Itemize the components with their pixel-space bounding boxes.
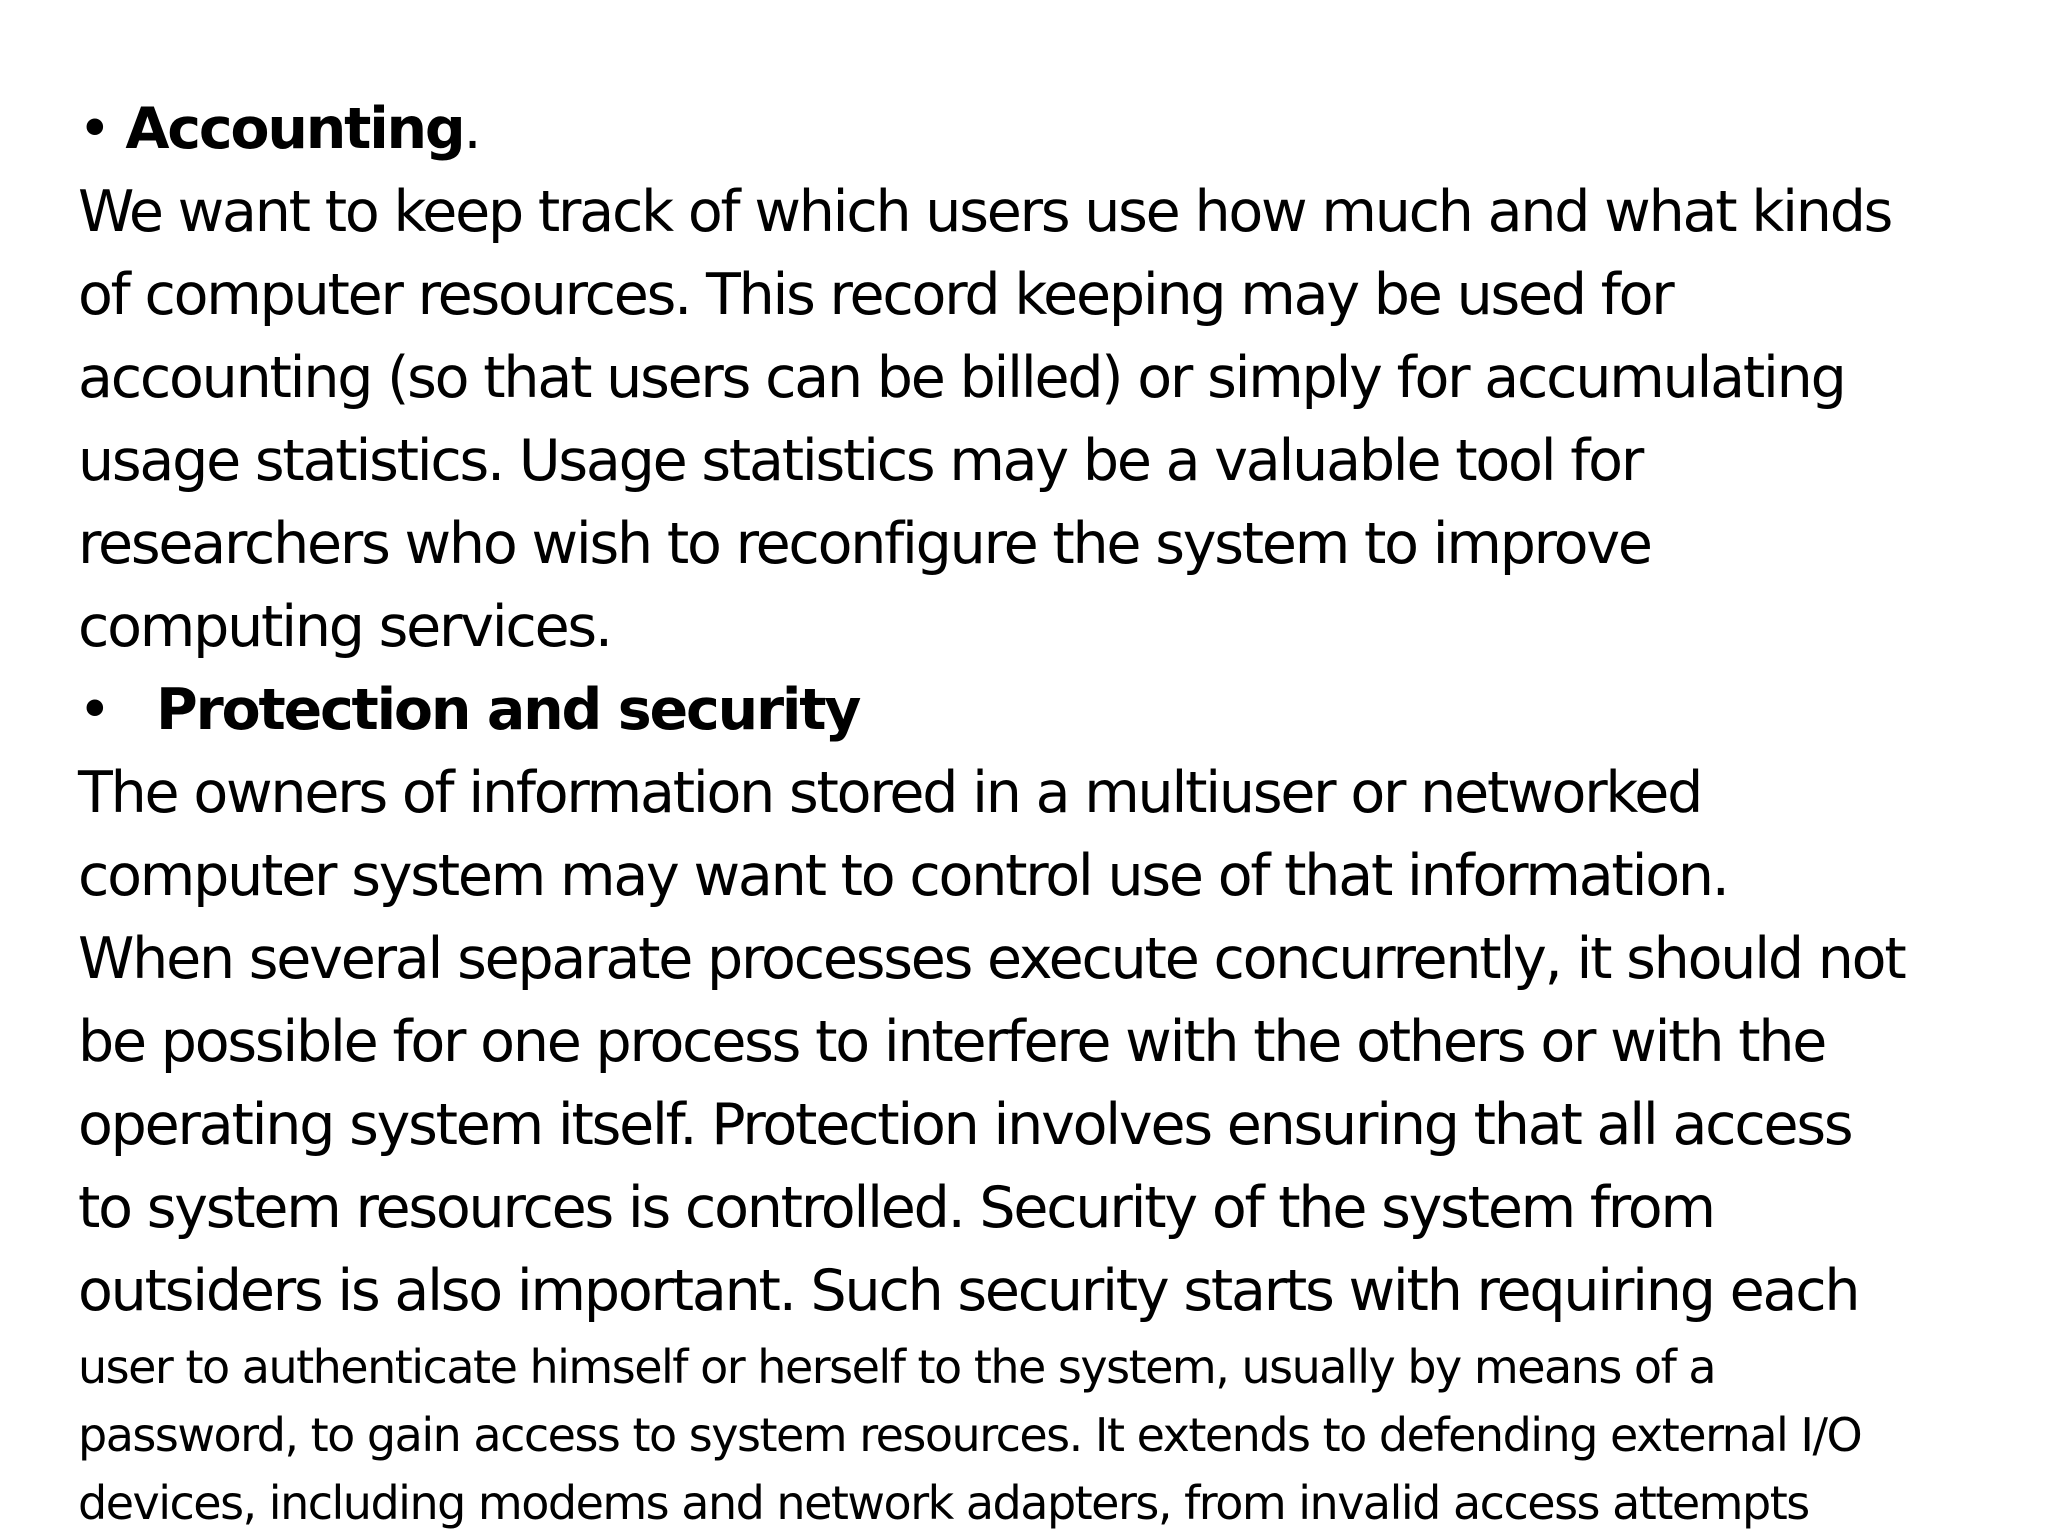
protection-paragraph-line: outsiders is also important. Such security starts with requiring each (78, 1258, 1859, 1324)
accounting-heading-period: . (463, 96, 480, 162)
protection-paragraph-line: be possible for one process to interfere with the others or with the (78, 1009, 1826, 1075)
accounting-paragraph-line: accounting (so that users can be billed) or simply for accumulating (78, 345, 1845, 411)
protection-paragraph-line: computer system may want to control use of that information. (78, 843, 1728, 909)
bullet-icon: • (78, 96, 110, 162)
protection-paragraph-small-line: password, to gain access to system resources. It extends to defending external I/O (78, 1408, 1862, 1462)
bullet-icon: • (78, 677, 110, 743)
protection-paragraph-line: operating system itself. Protection involves ensuring that all access (78, 1092, 1852, 1158)
protection-heading-text: Protection and security (156, 677, 860, 743)
accounting-heading (78, 88, 2008, 171)
accounting-paragraph-line: researchers who wish to reconfigure the system to improve (78, 511, 1651, 577)
accounting-paragraph-line: We want to keep track of which users use how much and what kinds (78, 179, 1892, 245)
protection-paragraph-small-line: devices, including modems and network adapters, from invalid access attempts (78, 1476, 1809, 1530)
accounting-paragraph-line: usage statistics. Usage statistics may be a valuable tool for (78, 428, 1643, 494)
protection-paragraph-line: The owners of information stored in a multiuser or networked (78, 760, 1702, 826)
protection-paragraph-line: When several separate processes execute concurrently, it should not (78, 926, 1905, 992)
protection-heading (78, 669, 2008, 752)
protection-paragraph-line: to system resources is controlled. Security of the system from (78, 1175, 1714, 1241)
slide-content (78, 88, 2008, 1537)
accounting-paragraph-line: computing services. (78, 594, 611, 660)
protection-paragraph-small-line: user to authenticate himself or herself to the system, usually by means of a (78, 1340, 1716, 1394)
accounting-paragraph-line: of computer resources. This record keeping may be used for (78, 262, 1673, 328)
accounting-heading-text: Accounting (125, 96, 464, 162)
